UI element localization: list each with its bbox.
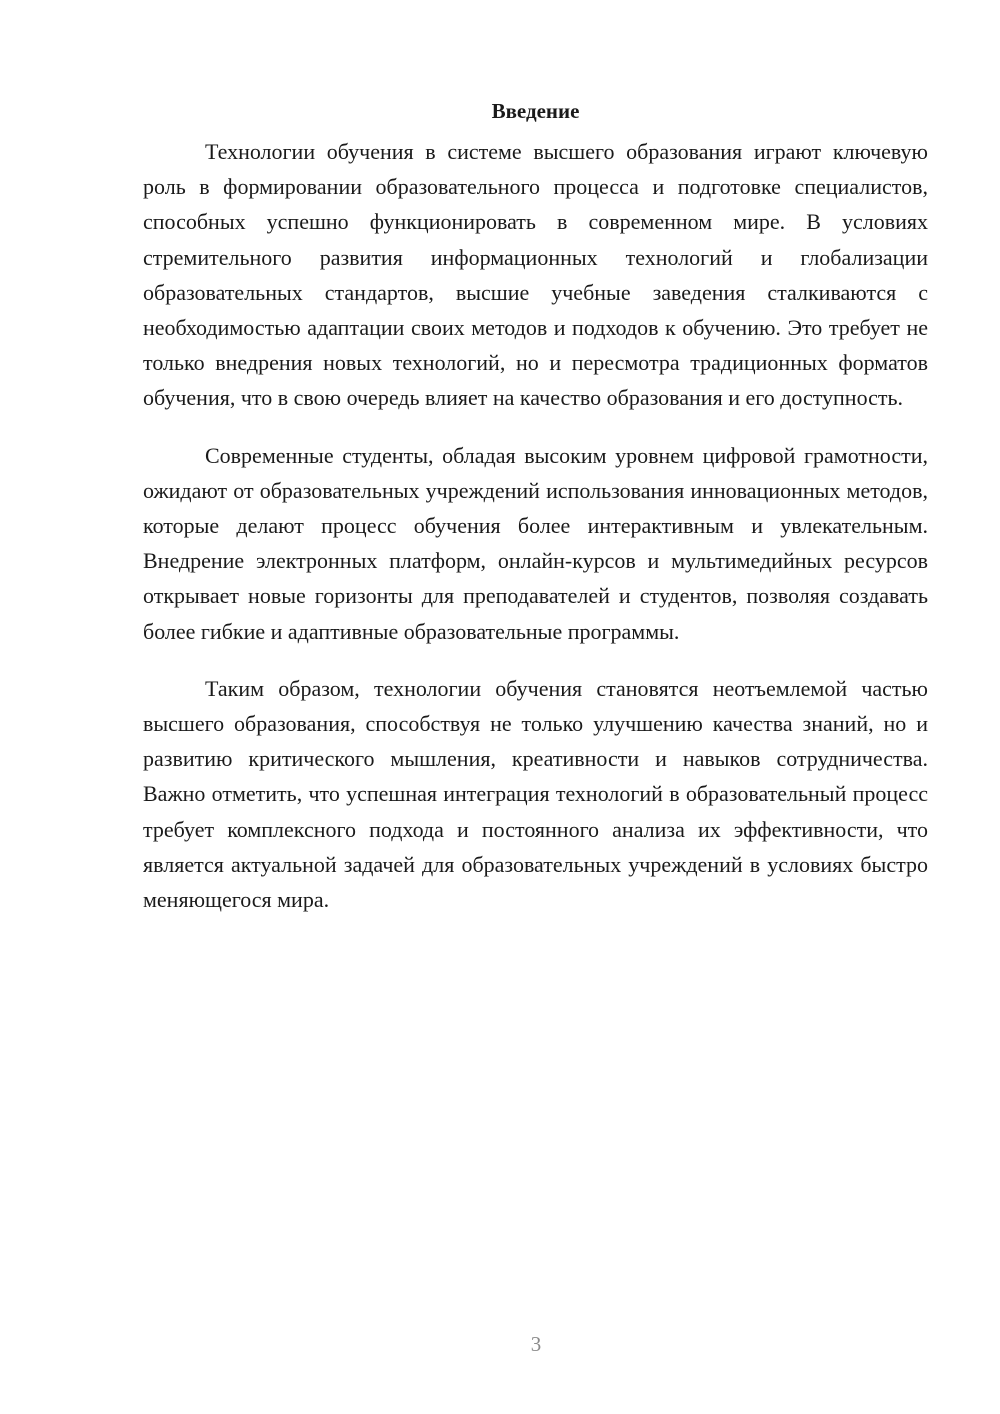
page-content (143, 96, 928, 939)
paragraph-3: Таким образом, технологии обучения становятся неотъемлемой частью высшего образования, способствуя не только улучшению качества знаний, но и развитию критического мышления, креативности и навыков сотрудничества. Важно отметить, что успешная интеграция технологий в образовательный процесс требует комплексного подхода и постоянного анализа их эффективности, что является актуальной задачей для образовательных учреждений в условиях быстро меняющегося мира. (143, 675, 928, 913)
page-number: 3 (530, 1332, 542, 1356)
paragraph-1: Технологии обучения в системе высшего образования играют ключевую роль в формировании образовательного процесса и подготовке специалистов, способных успешно функционировать в современном мире. В условиях стремительного развития информационных технологий и глобализации образовательных стандартов, высшие учебные заведения сталкиваются с необходимостью адаптации своих методов и подходов к обучению. Это требует не только внедрения новых технологий, но и пересмотра традиционных форматов обучения, что в свою очередь влияет на качество образования и его доступность. (143, 139, 928, 411)
page-title: Введение (491, 99, 580, 123)
paragraph-2: Современные студенты, обладая высоким уровнем цифровой грамотности, ожидают от образовательных учреждений использования инновационных методов, которые делают процесс обучения более интерактивным и увлекательным. Внедрение электронных платформ, онлайн-курсов и мультимедийных ресурсов открывает новые горизонты для преподавателей и студентов, позволяя создавать более гибкие и адаптивные образовательные программы. (143, 442, 928, 644)
